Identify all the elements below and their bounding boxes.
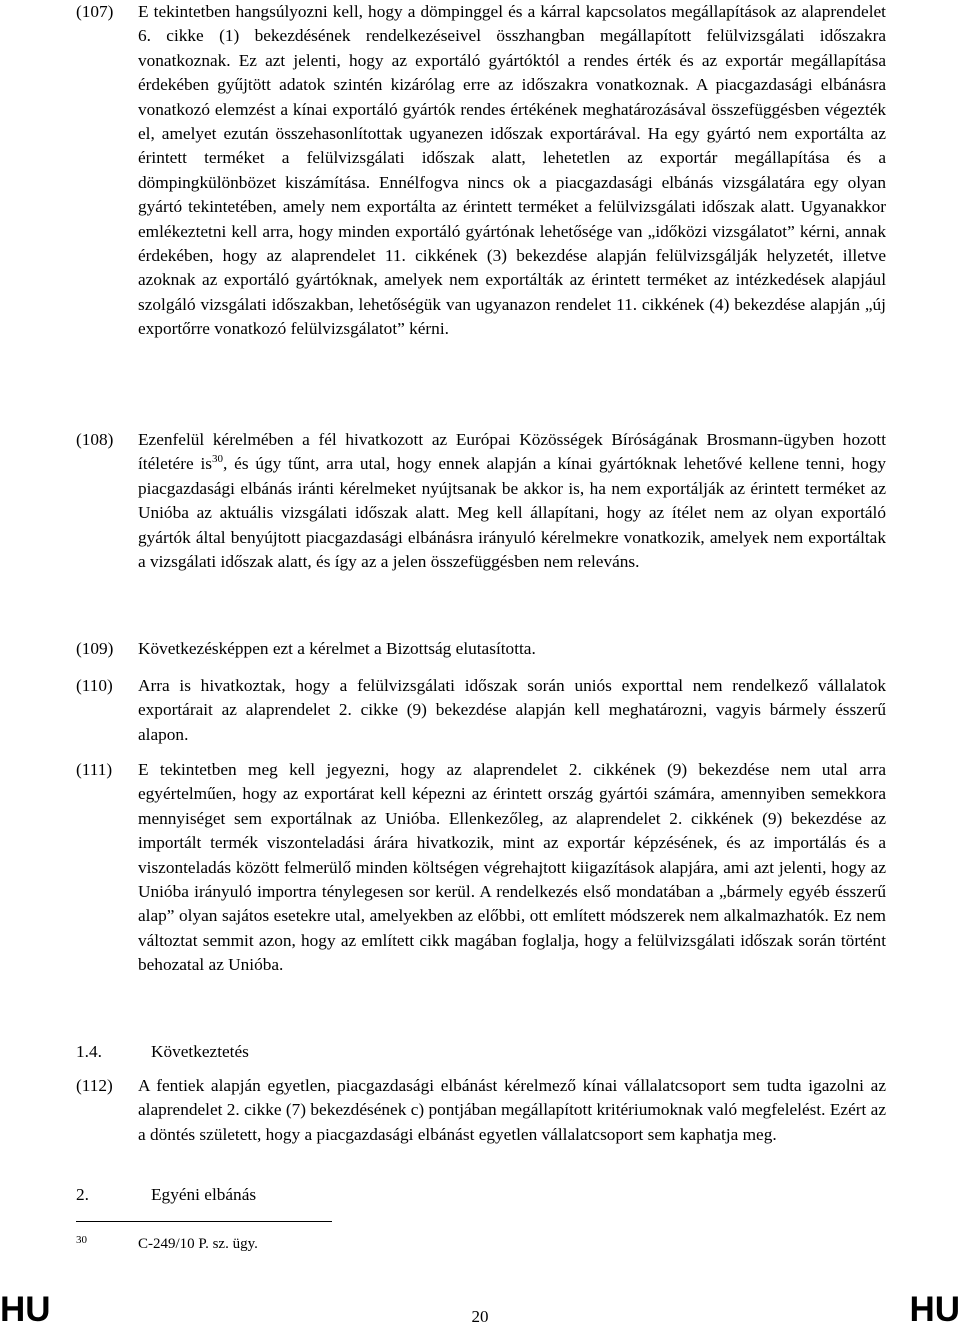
page-number: 20: [471, 1307, 489, 1326]
paragraph-text: E tekintetben meg kell jegyezni, hogy az alaprendelet 2. cikkének (9) bekezdése nem utal arra egyértelműen, hogy az exportárat kell képezni az érintett ország gyártói számára, amennyiben semekkora mennyiséget sem exportálnak az Unióba. Ellenkezőleg, az alaprendelet 2. cikkének (9) bekezdése az importált termék viszonteladási árára hivatkozik, mint az exportár képzésének, és az importálás és a viszonteladás között felmerülő minden költségen végrehajtott kiigazítások alapjára, ami azt jelenti, hogy az Unióba irányuló importra ténylegesen sor kerül. A rendelkezés első mondatában a „bármely egyéb ésszerű alap” olyan sajátos esetekre utal, amelyekben az előbbi, ott említett módszerek nem alkalmazhatók. Ez nem változtat semmit azon, hogy az említett cikk magában foglalja, hogy a felülvizsgálati időszak során történt behozatal az Unióba.: [138, 760, 886, 975]
paragraph-number: (108): [76, 430, 114, 449]
paragraph-text-part: Ezenfelül kérelmében a fél hivatkozott az Európai Közösségek Bíróságának Brosmann-ügyben hozott ítéletére is: [138, 430, 886, 474]
footnote-text: C-249/10 P. sz. ügy.: [138, 1236, 258, 1252]
footnote-reference[interactable]: 30: [212, 453, 224, 466]
paragraph-107: [76, 0, 886, 342]
paragraph-number: (107): [76, 2, 114, 21]
paragraph-text-part: , és úgy tűnt, arra utal, hogy ennek alapján a kínai gyártóknak lehetővé kellene tenni, hogy piacgazdasági elbánás iránti kérelmeket nyújtsanak be akkor is, ha nem exportálják az érintett terméket az Unióba az aktuális vizsgálati időszak alatt. Meg kell állapítani, hogy az ítélet nem az olyan exportáló gyártók által benyújtott piacgazdasági elbánásra irányuló kérelmekre vonatkozik, amelyek nem exportáltak a vizsgálati időszak alatt, és így az a jelen összefüggésben nem releváns.: [138, 454, 887, 572]
language-code-left: HU: [0, 1290, 51, 1329]
paragraph-text: E tekintetben hangsúlyozni kell, hogy a dömpinggel és a kárral kapcsolatos megállapítások az alaprendelet 6. cikke (1) bekezdésének rendelkezéseivel összhangban megállapított felülvizsgálati időszakra vonatkoznak. Ez azt jelenti, hogy az exportáló gyártóktól a rendes érték és az exportár megállapítása érdekében gyűjtött adatok szintén kizárólag erre az időszakra vonatkoznak. A piacgazdasági elbánásra vonatkozó elemzést a kínai exportáló gyártók rendes értékének meghatározásával összefüggésben végezték el, amelyet ezután összehasonlítottak ugyanezen időszak exportárával. Ha egy gyártó nem exportálta az érintett terméket a felülvizsgálati időszak alatt, lehetetlen az exportár megállapítása és a dömpingkülönbözet kiszámítása. Ennélfogva nincs ok a piacgazdasági elbánás vizsgálatára egy olyan gyártó tekintetében, amely nem exportálta az érintett terméket a felülvizsgálati időszak alatt. Ugyanakkor emlékeztetni kell arra, hogy minden exportáló gyártónak lehetősége van „időközi vizsgálatot” kérni, annak érdekében, hogy az alaprendelet 11. cikkének (3) bekezdése alapján felülvizsgálják helyzetét, illetve azoknak az exportáló gyártóknak, amelyek nem exportálták az érintett terméket az intézkedések alapjául szolgáló vizsgálati időszakban, lehetőségük van ugyanazon rendelet 11. cikkének (4) bekezdése alapján „új exportőrre vonatkozó felülvizsgálatot” kérni.: [138, 2, 886, 339]
paragraph-109: [76, 637, 886, 661]
paragraph-111: [76, 758, 886, 978]
heading-number: 1.4.: [76, 1042, 102, 1061]
heading-number: 2.: [76, 1185, 89, 1204]
paragraph-number: (110): [76, 676, 113, 695]
footnote-separator: [76, 1221, 332, 1222]
language-code-right: HU: [909, 1290, 960, 1329]
paragraph-112: [76, 1074, 886, 1147]
paragraph-text: [138, 428, 886, 574]
paragraph-108: [76, 428, 886, 574]
paragraph-110: [76, 674, 886, 747]
paragraph-text: Arra is hivatkoztak, hogy a felülvizsgálati időszak során uniós exporttal nem rendelkező vállalatok exportárait az alaprendelet 2. cikke (9) bekezdése alapján kell meghatározni, vagyis bármely ésszerű alapon.: [138, 676, 886, 744]
paragraph-number: (109): [76, 639, 114, 658]
heading-title: Következtetés: [151, 1042, 249, 1061]
paragraph-text: A fentiek alapján egyetlen, piacgazdasági elbánást kérelmező kínai vállalatcsoport sem tudta igazolni az alaprendelet 2. cikke (7) bekezdésének c) pontjában megállapított kritériumoknak való megfelelést. Ezért az a döntés született, hogy a piacgazdasági elbánást egyetlen vállalatcsoport sem kaphatja meg.: [138, 1076, 886, 1144]
section-heading-individual-treatment: [76, 1183, 256, 1207]
paragraph-number: (111): [76, 760, 113, 779]
heading-title: Egyéni elbánás: [151, 1185, 257, 1204]
footnote-number: 30: [76, 1234, 87, 1246]
paragraph-text: Következésképpen ezt a kérelmet a Bizottság elutasította.: [138, 639, 536, 658]
paragraph-number: (112): [76, 1076, 113, 1095]
section-heading-conclusion: [76, 1040, 249, 1064]
